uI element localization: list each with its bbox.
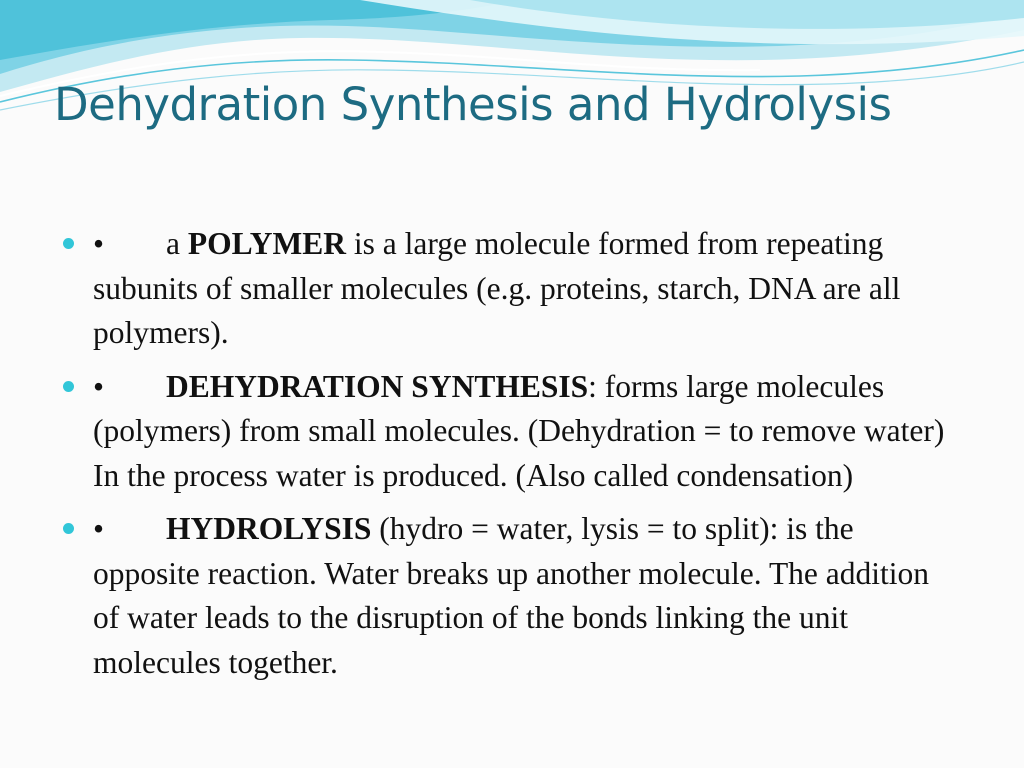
bullet-item-hydrolysis bbox=[62, 507, 962, 685]
teal-dot-icon bbox=[63, 381, 74, 392]
teal-dot-icon bbox=[63, 238, 74, 249]
bullet-term: DEHYDRATION SYNTHESIS bbox=[166, 368, 589, 404]
bullet-description: : forms large molecules (polymers) from small molecules. (Dehydration = to remove water) In the process water is produced. (Also called condensation) bbox=[93, 368, 945, 493]
slide-title: Dehydration Synthesis and Hydrolysis bbox=[54, 78, 892, 131]
bullet-description: is a large molecule formed from repeating subunits of smaller molecules (e.g. proteins, starch, DNA are all polymers). bbox=[93, 226, 901, 350]
teal-dot-icon bbox=[63, 523, 74, 534]
bullet-lead-text: a bbox=[166, 226, 188, 261]
bullet-item-dehydration-synthesis bbox=[62, 365, 962, 499]
bullet-marker: • bbox=[93, 511, 105, 546]
bullet-list bbox=[62, 222, 962, 694]
bullet-item-polymer bbox=[62, 222, 962, 356]
bullet-marker: • bbox=[93, 368, 105, 404]
bullet-marker: • bbox=[93, 226, 105, 261]
bullet-description: (hydro = water, lysis = to split): is the opposite reaction. Water breaks up another molecule. The addition of water leads to the disruption of the bonds linking the unit molecules together. bbox=[93, 511, 930, 680]
bullet-term: HYDROLYSIS bbox=[166, 511, 372, 546]
bullet-term: POLYMER bbox=[187, 226, 346, 261]
